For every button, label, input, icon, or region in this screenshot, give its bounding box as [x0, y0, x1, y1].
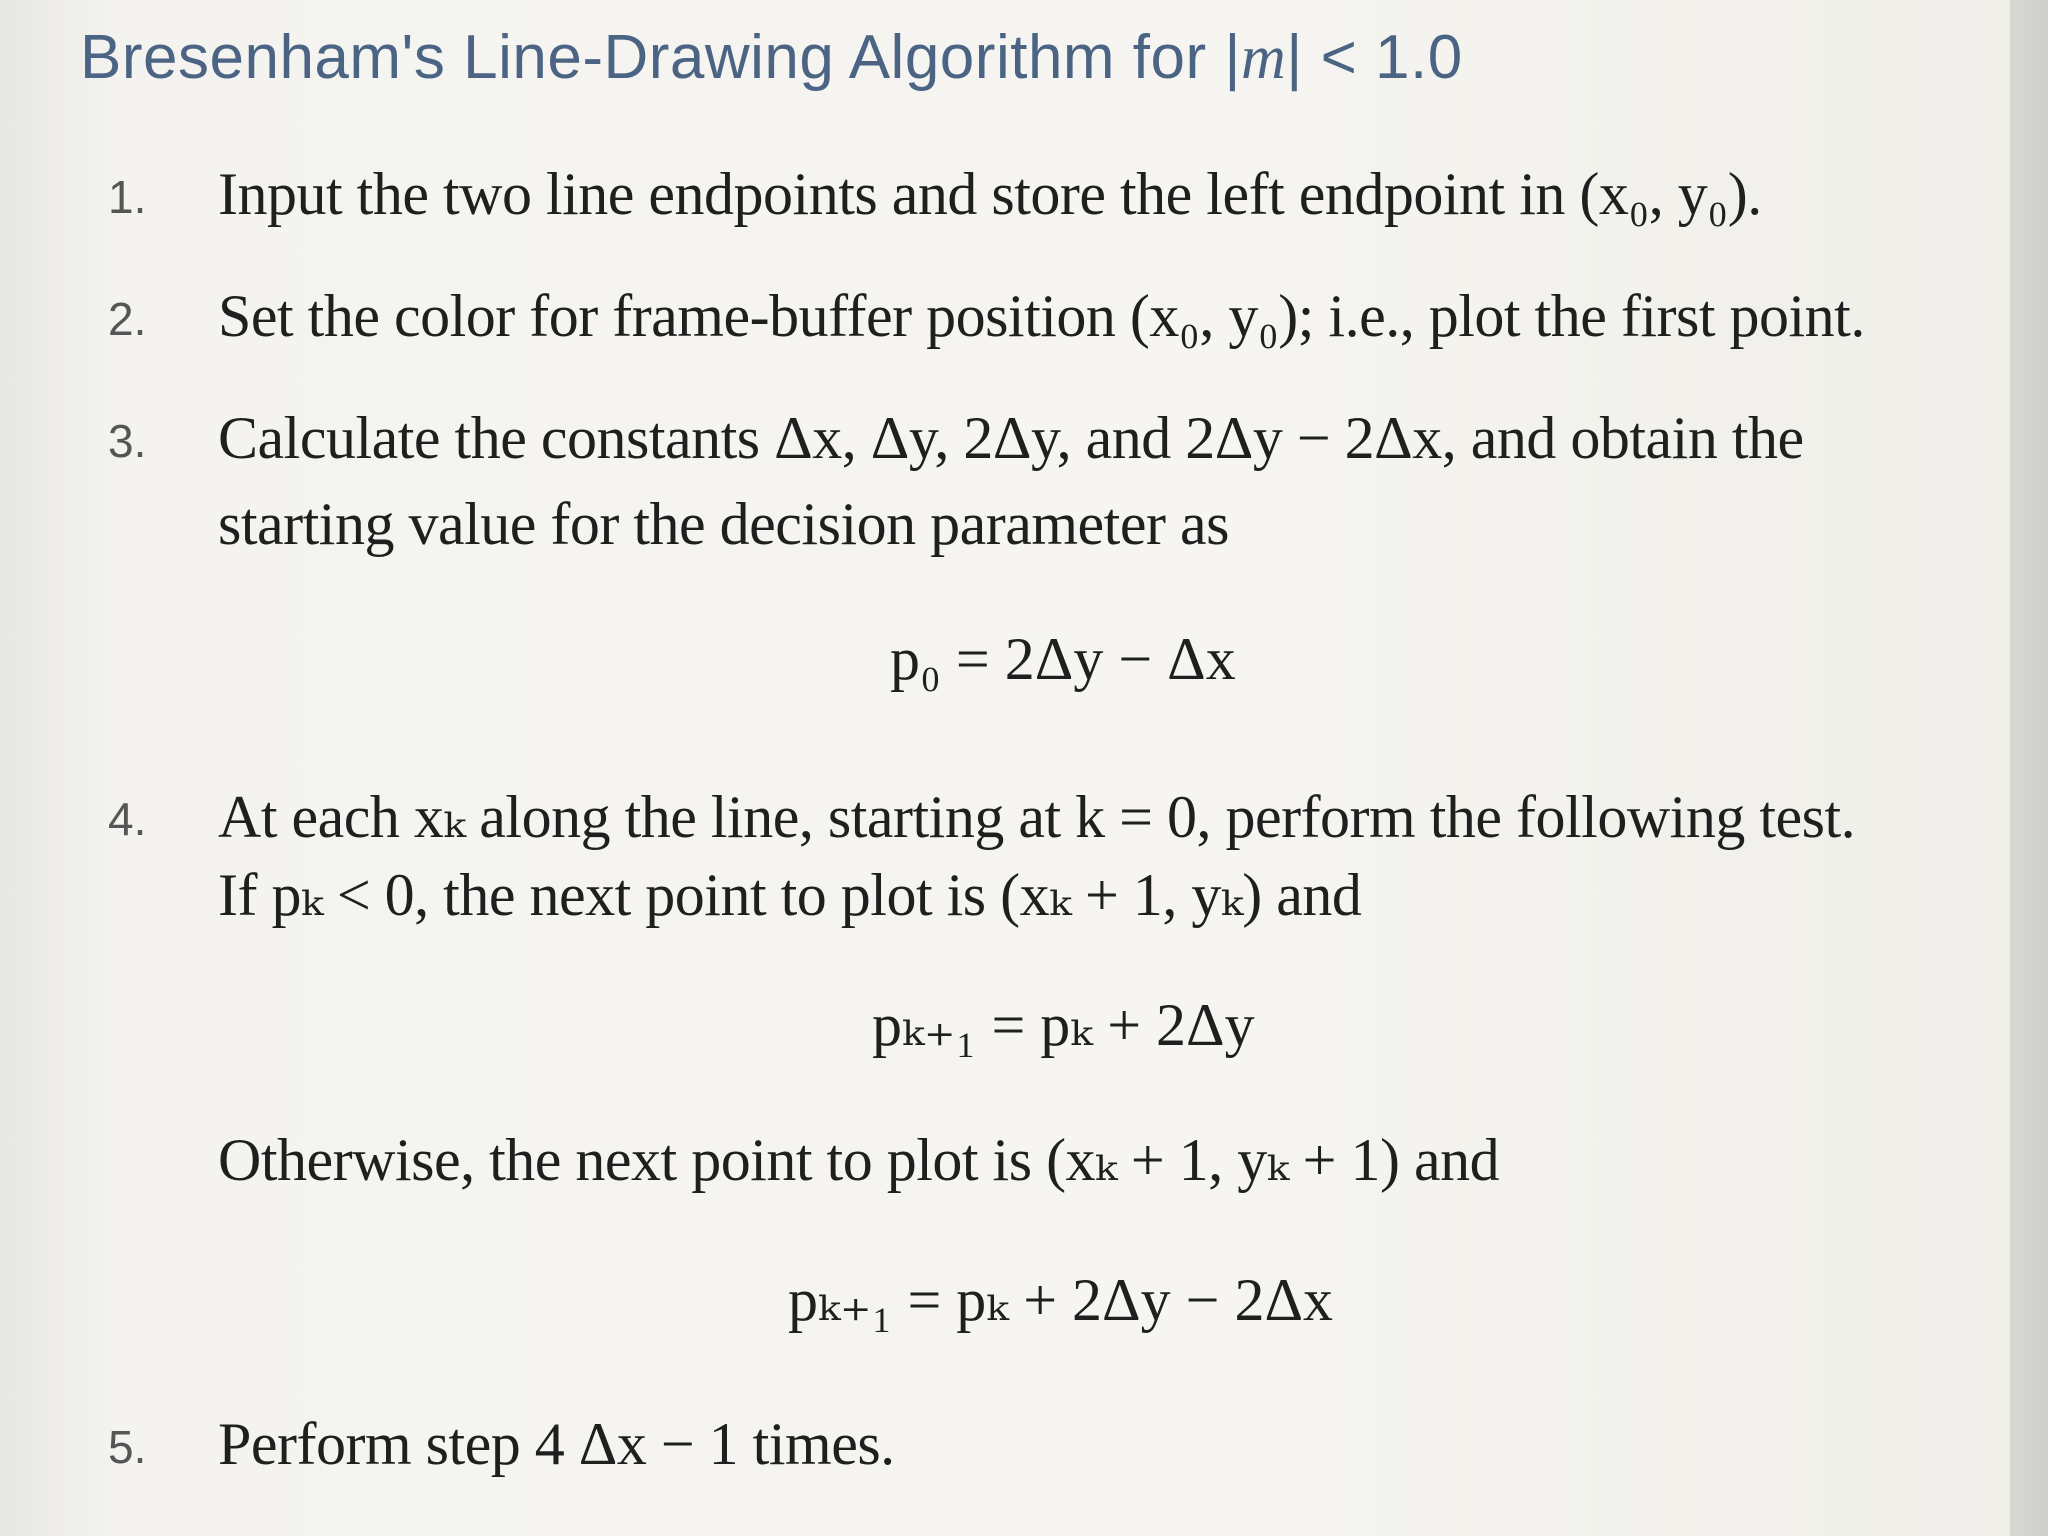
step-number-2: 2. — [108, 293, 147, 345]
step-number-4: 4. — [108, 793, 147, 845]
equation-p0: p₀ = 2Δy − Δx — [890, 626, 1236, 692]
step-3-line-1: Calculate the constants Δx, Δy, 2Δy, and 2Δy − 2Δx, and obtain the — [218, 405, 1804, 471]
step-3-line-2: starting value for the decision parameter as — [218, 491, 1229, 557]
page-title: Bresenham's Line-Drawing Algorithm for |m| < 1.0 — [80, 23, 1463, 92]
equation-pk1-case-b: pₖ₊₁ = pₖ + 2Δy − 2Δx — [788, 1267, 1334, 1333]
step-number-3: 3. — [108, 415, 147, 467]
step-2-text: Set the color for frame-buffer position (x₀, y₀); i.e., plot the first point. — [218, 283, 1865, 349]
page-edge-shadow — [2010, 0, 2048, 1536]
step-number-1: 1. — [108, 171, 147, 223]
step-4-line-2: If pₖ < 0, the next point to plot is (xₖ + 1, yₖ) and — [218, 862, 1362, 928]
step-4-line-1: At each xₖ along the line, starting at k = 0, perform the following test. — [218, 784, 1856, 850]
step-1-text: Input the two line endpoints and store the left endpoint in (x₀, y₀). — [218, 161, 1762, 227]
step-4-line-3: Otherwise, the next point to plot is (xₖ + 1, yₖ + 1) and — [218, 1127, 1500, 1193]
equation-pk1-case-a: pₖ₊₁ = pₖ + 2Δy — [872, 992, 1255, 1058]
step-5-text: Perform step 4 Δx − 1 times. — [218, 1411, 895, 1477]
step-number-5: 5. — [108, 1421, 147, 1473]
